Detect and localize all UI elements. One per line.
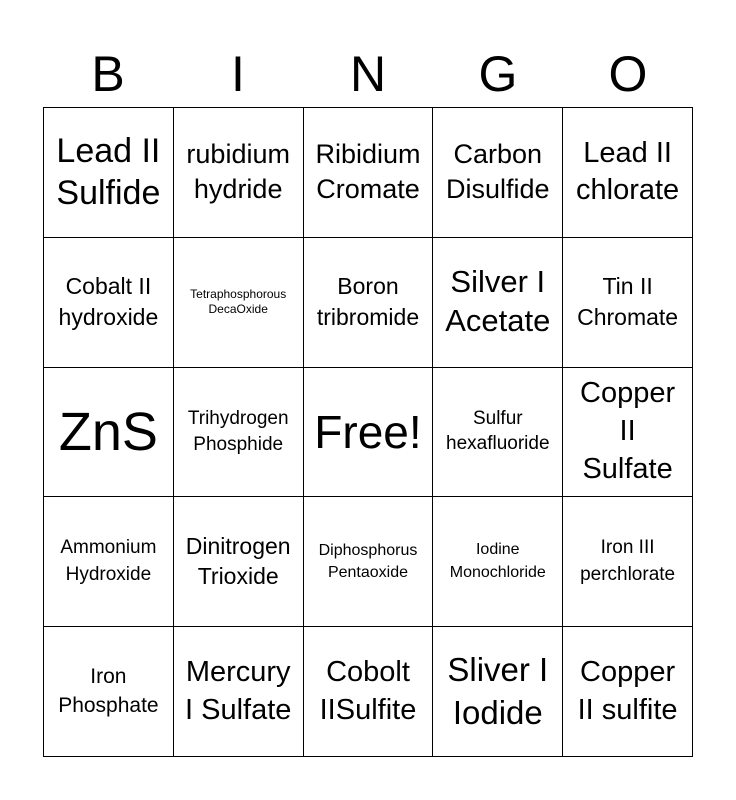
bingo-cell[interactable] [174,108,304,238]
bingo-cell[interactable] [304,497,434,627]
bingo-cell[interactable] [304,238,434,368]
bingo-header [43,40,693,108]
header-letter-o: O [608,46,648,102]
header-letter-g: G [478,46,518,102]
bingo-cell[interactable] [304,108,434,238]
cell-text: Iodine Monochloride [449,541,546,581]
cell-text: Diphosphorus Pentaoxide [318,542,418,581]
bingo-cell[interactable] [174,627,304,757]
cell-text: Cobalt II hydroxide [58,273,159,331]
cell-text: Copper II sulfite [577,655,678,726]
bingo-cell[interactable] [563,368,693,498]
bingo-board [43,107,693,757]
cell-text: Carbon Disulfide [446,139,550,205]
cell-text: Mercury I Sulfate [184,655,292,726]
cell-text: Dinitrogen Trioxide [185,532,291,589]
cell-text: Boron tribromide [316,273,420,331]
bingo-cell[interactable] [44,497,174,627]
cell-text: Sulfur hexafluoride [446,408,550,454]
bingo-cell[interactable] [174,497,304,627]
cell-text: Lead II Sulfide [56,131,161,213]
cell-text: rubidium hydride [186,139,290,205]
bingo-cell[interactable] [304,368,434,498]
bingo-cell[interactable] [563,497,693,627]
cell-text: Ammonium Hydroxide [60,537,157,585]
cell-text: Trihydrogen Phosphide [187,408,289,455]
cell-text: Lead II chlorate [576,136,680,207]
bingo-cell[interactable] [174,238,304,368]
cell-text: ZnS [58,401,158,462]
cell-text: Sliver I Iodide [447,650,549,731]
cell-text: Iron III perchlorate [580,537,676,585]
bingo-cell[interactable] [44,627,174,757]
bingo-cell[interactable] [563,108,693,238]
bingo-cell[interactable] [563,627,693,757]
bingo-cell[interactable] [433,238,563,368]
header-letter-i: I [231,46,245,102]
cell-text: Free! [314,405,422,458]
bingo-cell[interactable] [44,368,174,498]
header-letter-b: B [91,46,125,102]
cell-text: Silver I Acetate [445,264,551,339]
bingo-cell[interactable] [433,108,563,238]
cell-text: Tetraphosphorous DecaOxide [190,286,287,317]
cell-text: Cobolt IISulfite [319,655,417,726]
bingo-cell[interactable] [44,108,174,238]
bingo-cell[interactable] [433,497,563,627]
bingo-cell[interactable] [304,627,434,757]
cell-text: Iron Phosphate [58,665,159,717]
bingo-cell[interactable] [174,368,304,498]
cell-text: Copper II Sulfate [580,377,676,485]
bingo-cell[interactable] [563,238,693,368]
bingo-cell[interactable] [44,238,174,368]
cell-text: Ribidium Cromate [315,139,421,205]
cell-text: Tin II Chromate [577,273,679,331]
header-letter-n: N [349,46,387,102]
bingo-cell[interactable] [433,368,563,498]
bingo-cell[interactable] [433,627,563,757]
